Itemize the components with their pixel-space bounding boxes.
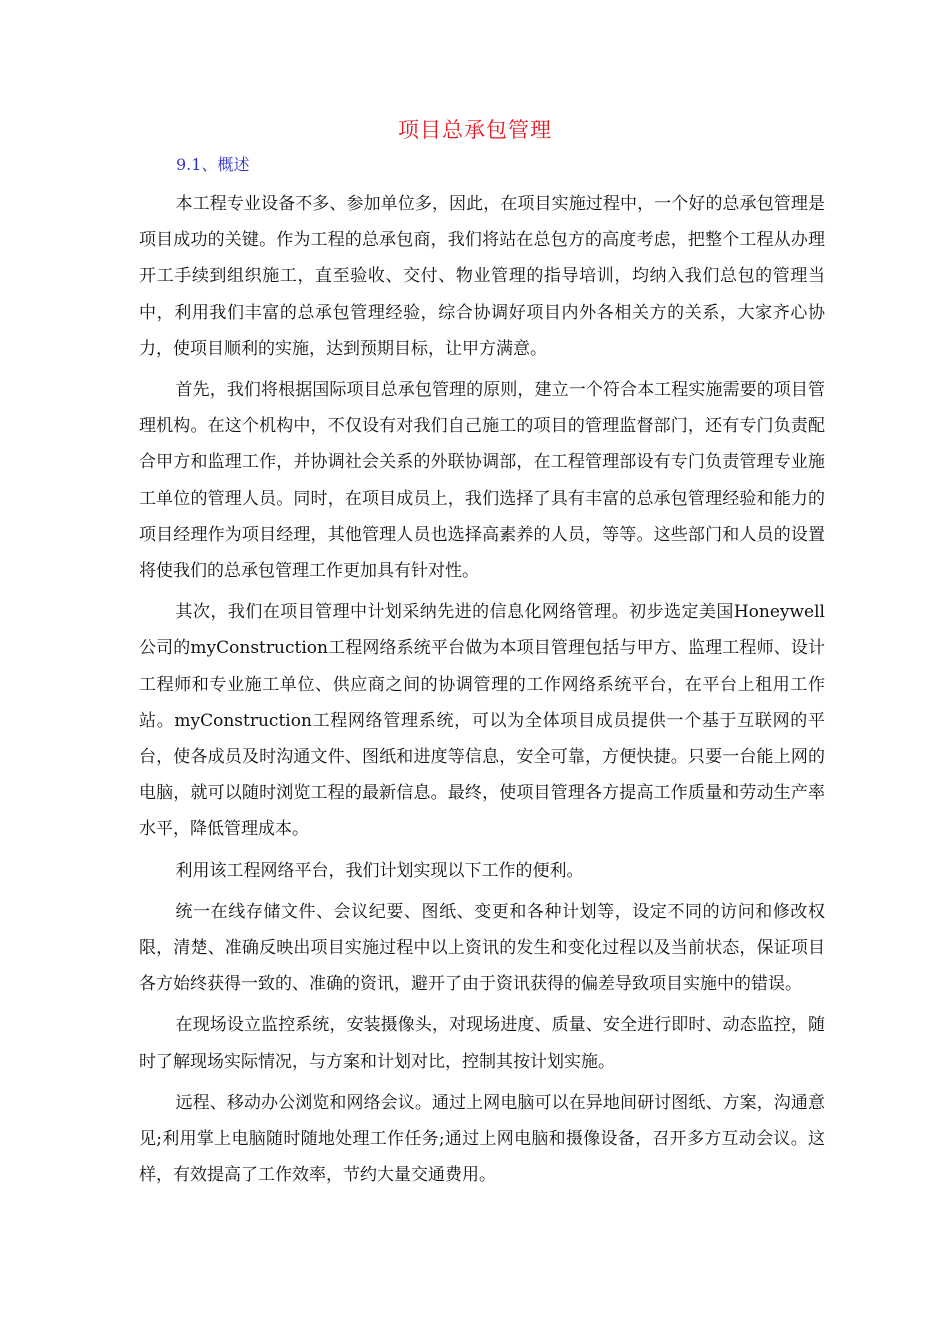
paragraph-3: 其次，我们在项目管理中计划采纳先进的信息化网络管理。初步选定美国Honeywell公司的myConstruction工程网络系统平台做为本项目管理包括与甲方、监理工程师、设计工程师和专业施工单位、供应商之间的协调管理的工作网络系统平台，在平台上租用工作站。myConstruction工程网络管理系统，可以为全体项目成员提供一个基于互联网的平台，使各成员及时沟通文件、图纸和进度等信息，安全可靠，方便快捷。只要一台能上网的电脑，就可以随时浏览工程的最新信息。最终，使项目管理各方提高工作质量和劳动生产率水平，降低管理成本。 [139,602,825,840]
paragraph-2: 首先，我们将根据国际项目总承包管理的原则，建立一个符合本工程实施需要的项目管理机构。在这个机构中，不仅设有对我们自己施工的项目的管理监督部门，还有专门负责配合甲方和监理工作，并协调社会关系的外联协调部，在工程管理部设有专门负责管理专业施工单位的管理人员。同时，在项目成员上，我们选择了具有丰富的总承包管理经验和能力的项目经理作为项目经理，其他管理人员也选择高素养的人员，等等。这些部门和人员的设置将使我们的总承包管理工作更加具有针对性。 [139,380,825,582]
body-text [139,186,825,1198]
paragraph-1: 本工程专业设备不多、参加单位多，因此，在项目实施过程中，一个好的总承包管理是项目成功的关键。作为工程的总承包商，我们将站在总包方的高度考虑，把整个工程从办理开工手续到组织施工，直至验收、交付、物业管理的指导培训，均纳入我们总包的管理当中，利用我们丰富的总承包管理经验，综合协调好项目内外各相关方的关系，大家齐心协力，使项目顺利的实施，达到预期目标，让甲方满意。 [139,194,825,359]
document-title: 项目总承包管理 [398,118,552,142]
paragraph-4: 利用该工程网络平台，我们计划实现以下工作的便利。 [175,860,584,881]
paragraph-5: 统一在线存储文件、会议纪要、图纸、变更和各种计划等，设定不同的访问和修改权限，清楚、准确反映出项目实施过程中以上资讯的发生和变化过程以及当前状态，保证项目各方始终获得一致的、准确的资讯，避开了由于资讯获得的偏差导致项目实施中的错误。 [139,901,825,995]
paragraph-7: 远程、移动办公浏览和网络会议。通过上网电脑可以在异地间研讨图纸、方案，沟通意见;利用掌上电脑随时随地处理工作任务;通过上网电脑和摄像设备，召开多方互动会议。这样，有效提高了工作效率，节约大量交通费用。 [139,1092,825,1186]
paragraph-6: 在现场设立监控系统，安装摄像头，对现场进度、质量、安全进行即时、动态监控，随时了解现场实际情况，与方案和计划对比，控制其按计划实施。 [139,1015,825,1072]
section-heading: 9.1、概述 [176,155,250,174]
